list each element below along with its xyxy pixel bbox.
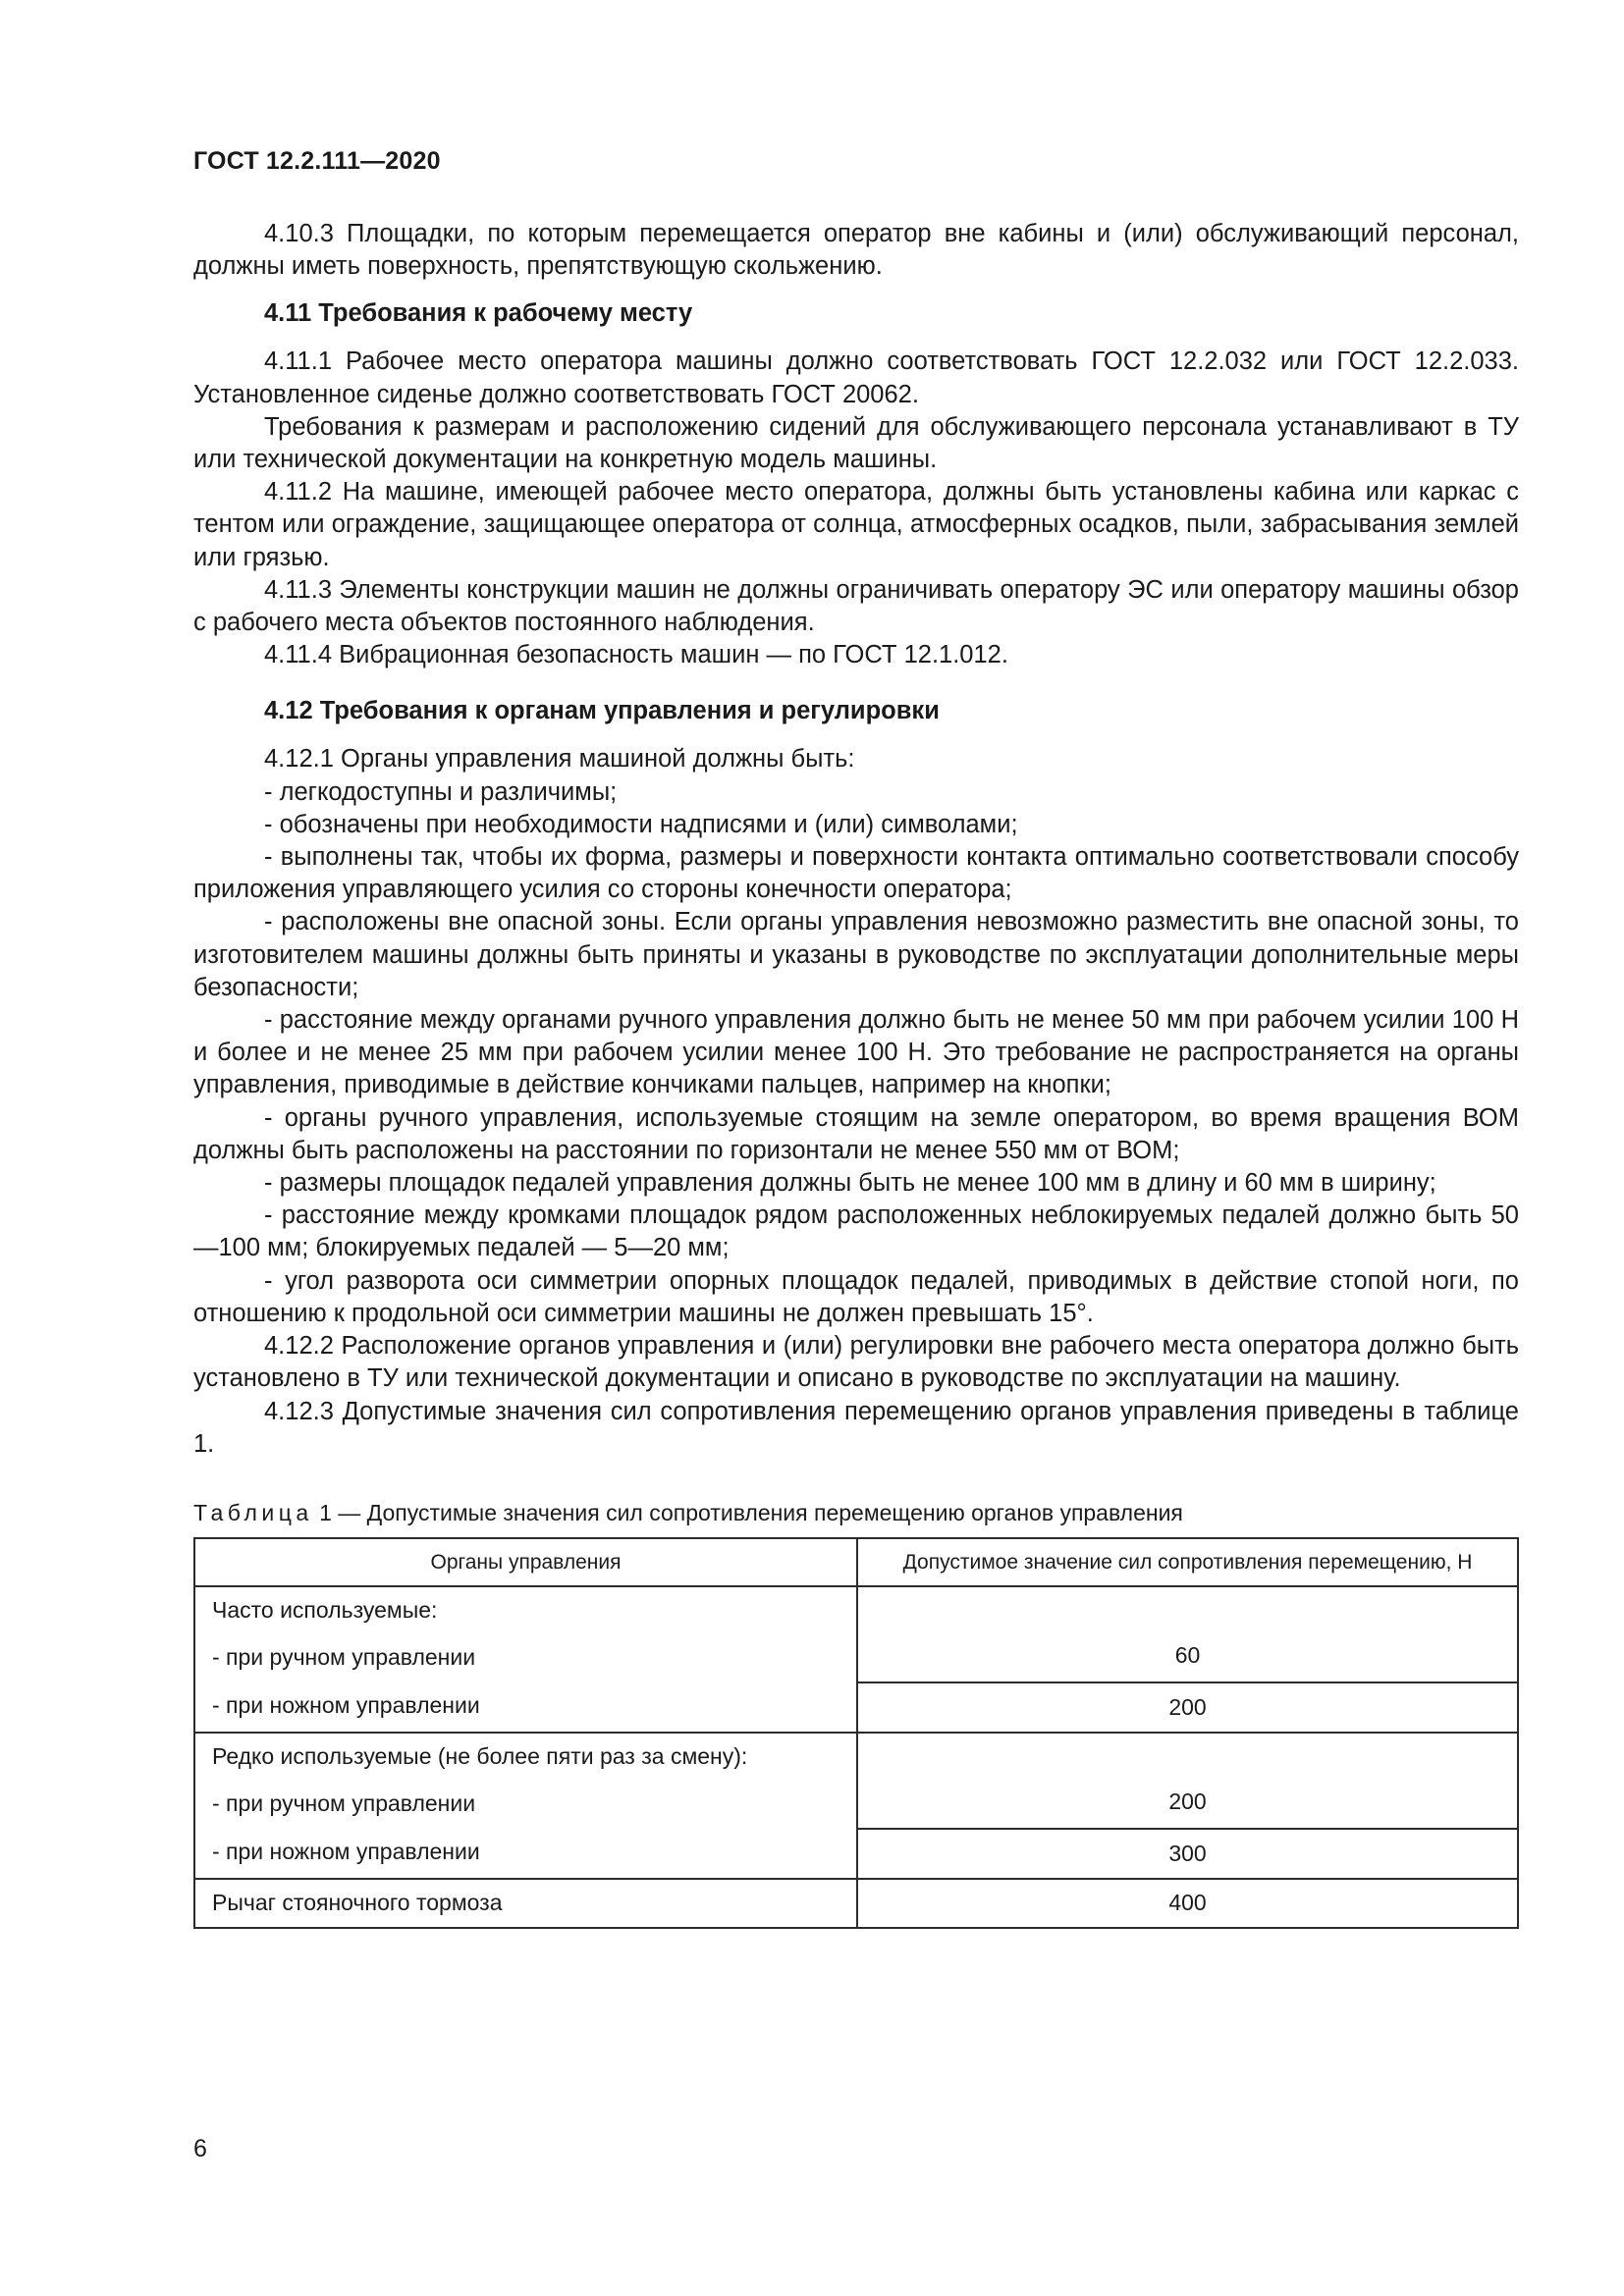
table-caption-label: Таблица: [193, 1499, 313, 1525]
row-label: - при ручном управлении: [212, 1789, 476, 1816]
list-item: - органы ручного управления, используемые стоящим на земле оператором, во время вращения ВОМ должны быть расположены на расстоянии по горизонтали не менее 550 мм от ВОМ;: [193, 1103, 1519, 1164]
list-item: - обозначены при необходимости надписями и (или) символами;: [264, 810, 1018, 838]
control-forces-table: [193, 1537, 1519, 1929]
list-item: - выполнены так, чтобы их форма, размеры и поверхности контакта оптимально соответствовали способу приложения управляющего усилия со стороны конечности оператора;: [193, 843, 1519, 904]
table-caption: [193, 1498, 1519, 1527]
row-label: - при ножном управлении: [212, 1691, 480, 1718]
paragraph-4-12-3: 4.12.3 Допустимые значения сил сопротивления перемещению органов управления приведены в таблице 1.: [193, 1397, 1519, 1458]
list-item: - расстояние между органами ручного управления должно быть не менее 50 мм при рабочем усилии 100 Н и более и не менее 25 мм при рабочем усилии менее 100 Н. Это требование не распространяется на органы управления, приводимые в действие кончиками пальцев, например на кнопки;: [193, 1006, 1519, 1099]
paragraph-4-11-4: 4.11.4 Вибрационная безопасность машин — по ГОСТ 12.1.012.: [264, 641, 1008, 669]
table-cell-group-frequent: [194, 1586, 857, 1733]
row-label: - при ножном управлении: [212, 1838, 480, 1864]
table-row: [194, 1586, 1518, 1733]
group-title: Часто используемые:: [212, 1596, 438, 1623]
list-item: - легкодоступны и различимы;: [264, 777, 618, 806]
value-foot-frequent: 200: [1168, 1693, 1207, 1720]
value-parking-brake: 400: [857, 1879, 1518, 1928]
document-code-header: ГОСТ 12.2.111—2020: [193, 147, 441, 175]
group-title: Редко используемые (не более пяти раз за смену):: [212, 1742, 748, 1769]
table-cell-values-frequent: [857, 1586, 1518, 1733]
paragraph-4-10-3: 4.10.3 Площадки, по которым перемещается оператор вне кабины и (или) обслуживающий персонал, должны иметь поверхность, препятствующую скольжению.: [193, 220, 1519, 281]
table-row: [194, 1733, 1518, 1879]
value-foot-rare: 300: [1168, 1840, 1207, 1866]
table-row: [194, 1879, 1518, 1928]
table-cell-values-rare: [857, 1733, 1518, 1879]
paragraph-4-11-1: 4.11.1 Рабочее место оператора машины должно соответствовать ГОСТ 12.2.032 или ГОСТ 12.2.033. Установленное сиденье должно соответствовать ГОСТ 20062.: [193, 347, 1519, 408]
table-header-row: [194, 1538, 1518, 1586]
section-heading-4-12: 4.12 Требования к органам управления и регулировки: [264, 697, 940, 725]
section-heading-4-11: 4.11 Требования к рабочему месту: [264, 299, 693, 328]
paragraph-4-11-2: 4.11.2 На машине, имеющей рабочее место оператора, должны быть установлены кабина или каркас с тентом или ограждение, защищающее оператора от солнца, атмосферных осадков, пыли, забрасывания землей или грязью.: [193, 478, 1519, 571]
table-header-force: Допустимое значение сил сопротивления перемещению, Н: [857, 1538, 1518, 1586]
list-item: - размеры площадок педалей управления должны быть не менее 100 мм в длину и 60 мм в ширину;: [264, 1169, 1436, 1198]
list-item: - расстояние между кромками площадок рядом расположенных неблокируемых педалей должно быть 50—100 мм; блокируемых педалей — 5—20 мм;: [193, 1201, 1519, 1262]
table-caption-title: 1 — Допустимые значения сил сопротивления перемещению органов управления: [312, 1499, 1183, 1525]
list-item: - угол разворота оси симметрии опорных площадок педалей, приводимых в действие стопой ноги, по отношению к продольной оси симметрии машины не должен превышать 15°.: [193, 1266, 1519, 1327]
paragraph-4-12-1: 4.12.1 Органы управления машиной должны быть:: [264, 745, 855, 774]
paragraph-4-12-2: 4.12.2 Расположение органов управления и (или) регулировки вне рабочего места оператора должно быть установлено в ТУ или технической документации и описано в руководстве по эксплуатации на машину.: [193, 1332, 1519, 1393]
value-hand-rare: 200: [858, 1734, 1517, 1830]
paragraph-4-11-3: 4.11.3 Элементы конструкции машин не должны ограничивать оператору ЭС или оператору машины обзор с рабочего места объектов постоянного наблюдения.: [193, 575, 1519, 637]
document-body: [193, 218, 1519, 1929]
row-label-parking-brake: Рычаг стояночного тормоза: [194, 1879, 857, 1928]
paragraph-seat-requirements: Требования к размерам и расположению сидений для обслуживающего персонала устанавливают в ТУ или технической документации на конкретную модель машины.: [193, 412, 1519, 474]
value-hand-frequent: 60: [858, 1587, 1517, 1683]
list-item: - расположены вне опасной зоны. Если органы управления невозможно разместить вне опасной зоны, то изготовителем машины должны быть приняты и указаны в руководстве по эксплуатации дополнительные меры безопасности;: [193, 908, 1519, 1001]
row-label: - при ручном управлении: [212, 1643, 476, 1670]
table-cell-group-rare: [194, 1733, 857, 1879]
table-header-controls: Органы управления: [194, 1538, 857, 1586]
page-number: 6: [193, 2135, 207, 2163]
